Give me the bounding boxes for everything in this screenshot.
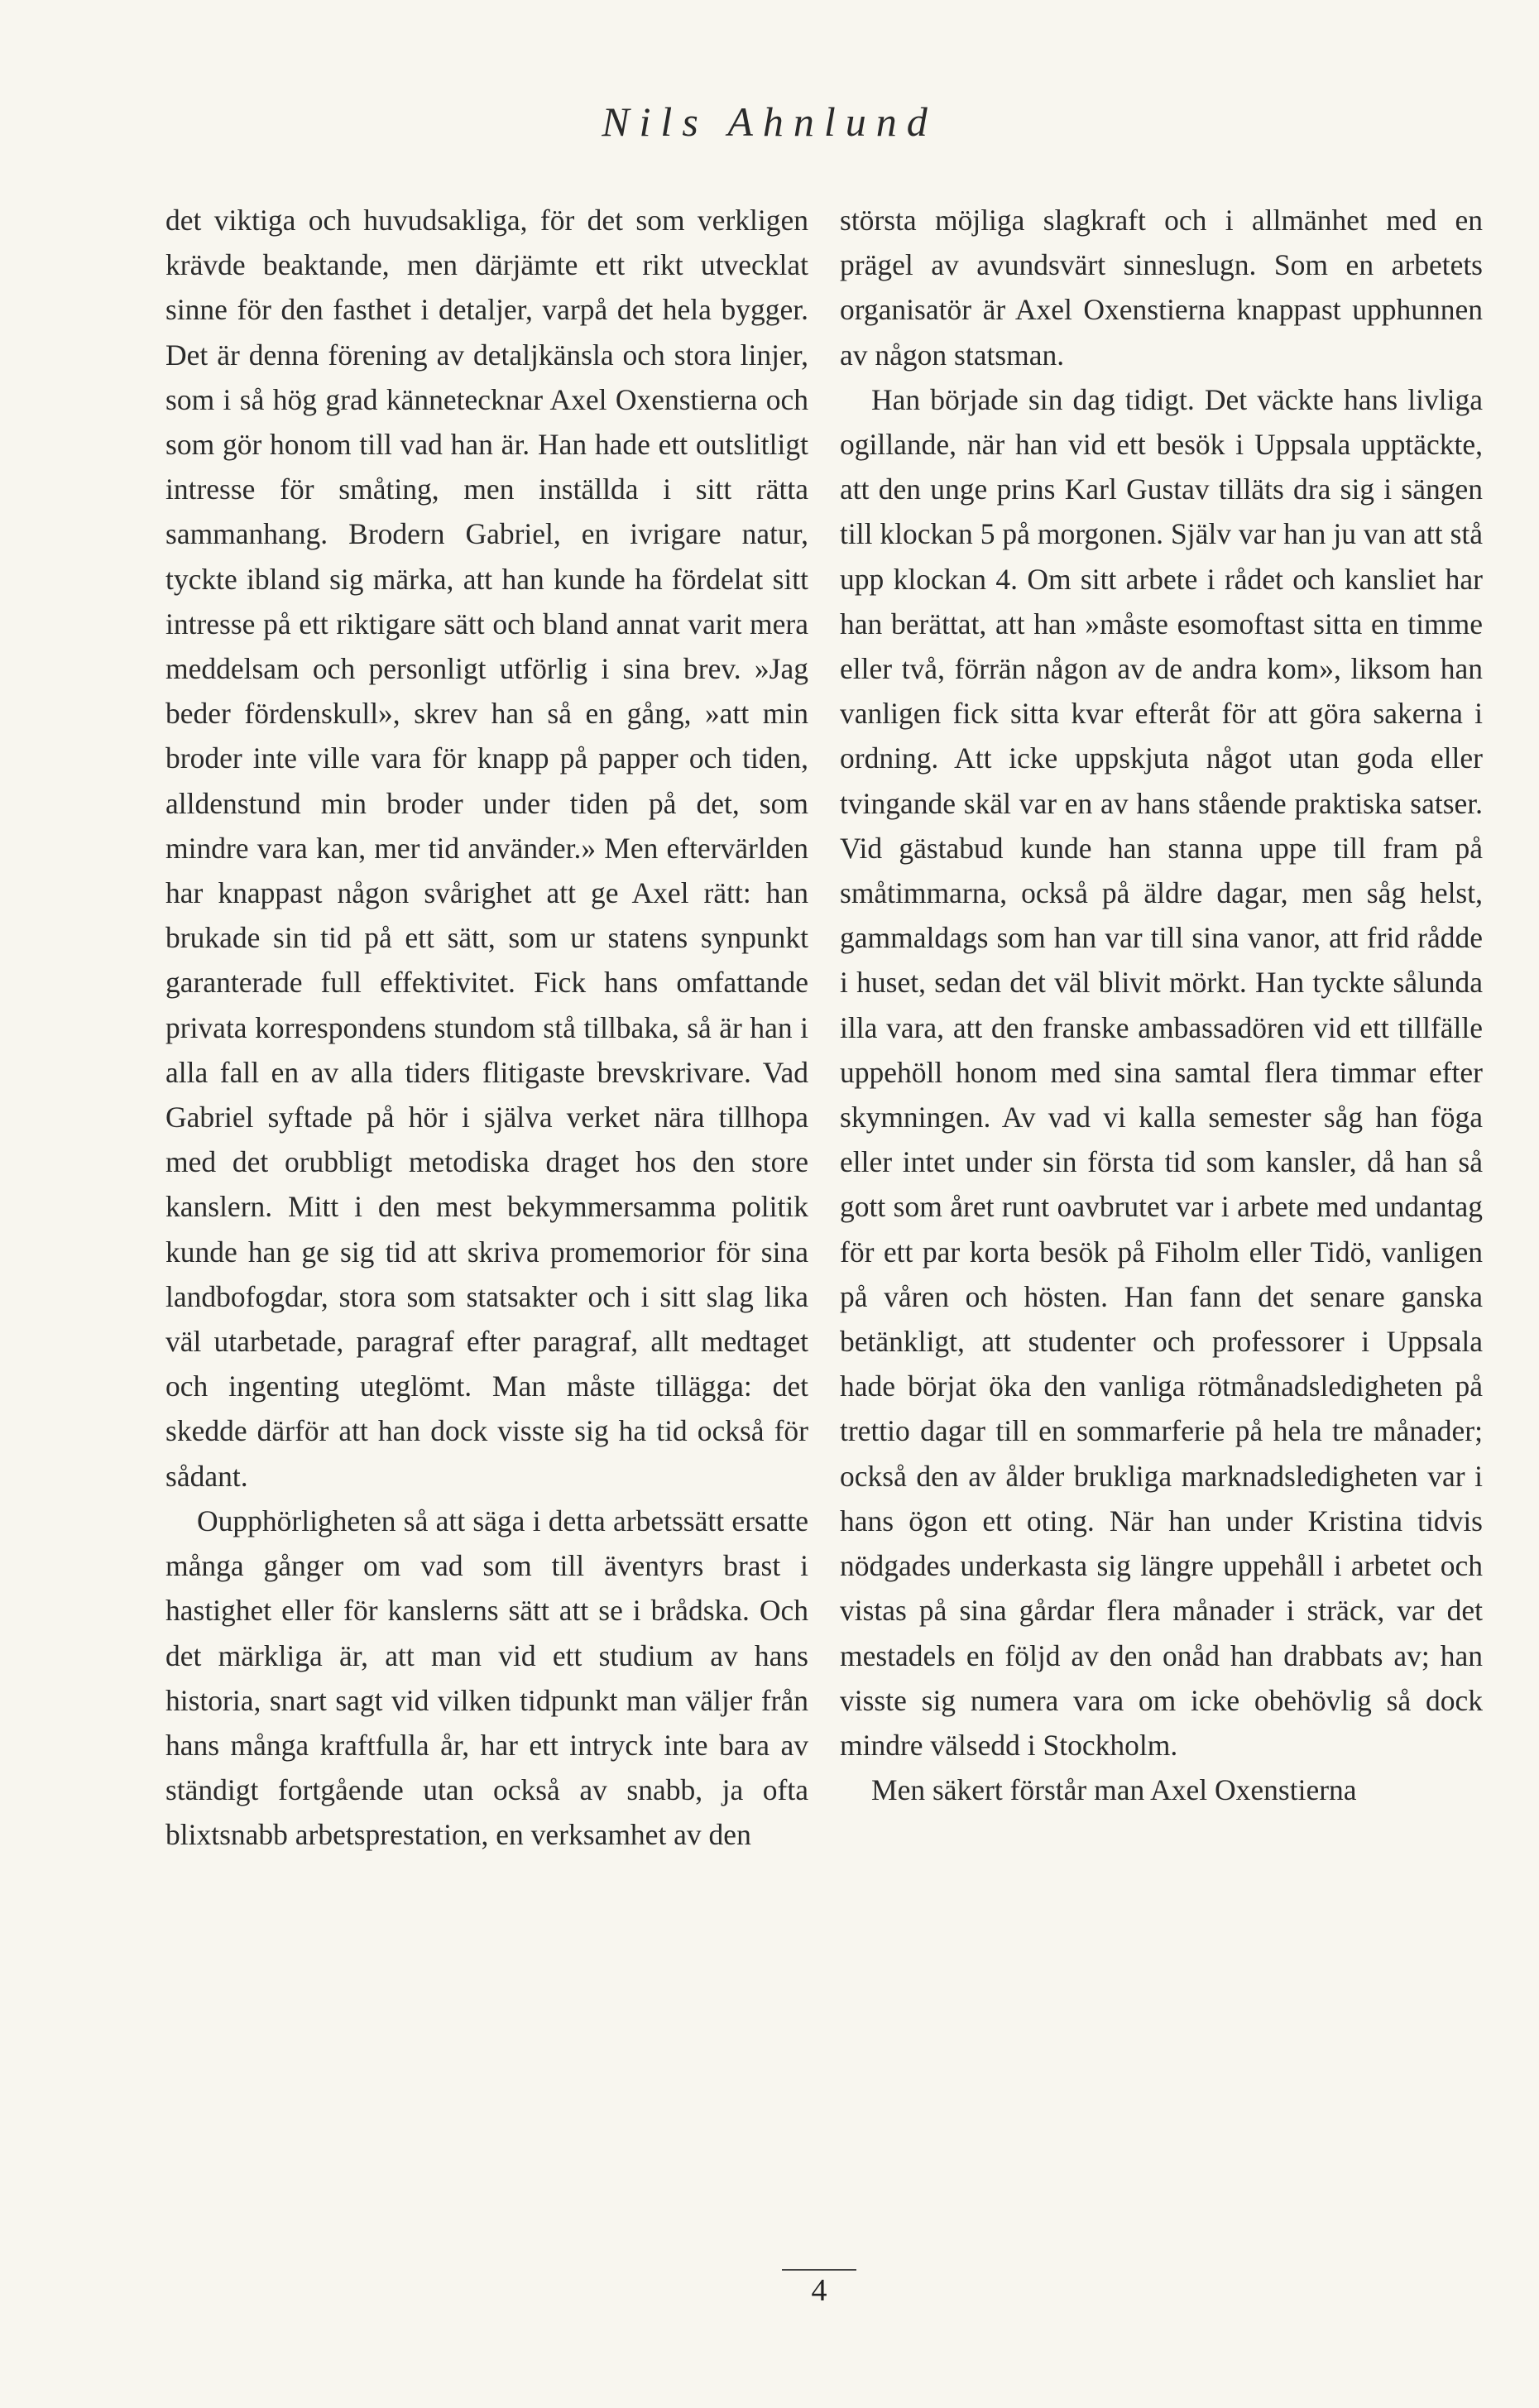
running-header: Nils Ahnlund [602,98,937,145]
page-number: 4 [811,2273,827,2308]
right-text-column [840,198,1483,1812]
paragraph: Han började sin dag tidigt. Det väckte hans livliga ogillande, när han vid ett besök i Uppsala upptäckte, att den unge prins Karl Gustav tilläts dra sig i sängen till klockan 5 på morgonen. Själv var han ju van att stå upp klockan 4. Om sitt arbete i rådet och kansliet har han berättat, att han »måste esomoftast sitta en timme eller två, förrän någon av de andra kom», liksom han vanligen fick sitta kvar efteråt för att göra sakerna i ordning. Att icke uppskjuta något utan goda eller tvingande skäl var en av hans stående praktiska satser. Vid gästabud kunde han stanna uppe till fram på småtimmarna, också på äldre dagar, men såg helst, gammaldags som han var till sina vanor, att frid rådde i huset, sedan det väl blivit mörkt. Han tyckte sålunda illa vara, att den franske ambassadören vid ett tillfälle uppehöll honom med sina samtal flera timmar efter skymningen. Av vad vi kalla semester såg han föga eller intet under sin första tid som kansler, då han så gott som året runt oavbrutet var i arbete med undantag för ett par korta besök på Fiholm eller Tidö, vanligen på våren och hösten. Han fann det senare ganska betänkligt, att studenter och professorer i Uppsala hade börjat öka den vanliga rötmånadsledigheten på trettio dagar till en sommarferie på hela tre månader; också den av ålder brukliga marknadsledigheten var i hans ögon ett oting. När han under Kristina tidvis nödgades underkasta sig längre uppehåll i arbetet och vistas på sina gårdar flera månader i sträck, var det mestadels en följd av den onåd han drabbats av; han visste sig numera vara om icke obehövlig så dock mindre välsedd i Stockholm. [840,382,1483,1762]
paragraph: Oupphörligheten så att säga i detta arbetssätt ersatte många gånger om vad som till äventyrs brast i hastighet eller för kanslerns sätt att se i brådska. Och det märkliga är, att man vid ett studium av hans historia, snart sagt vid vilken tidpunkt man väljer från hans många kraftfulla år, har ett intryck inte bara av ständigt fortgående utan också av snabb, ja ofta blixtsnabb arbetsprestation, en verksamhet av den [165,1504,808,1852]
left-text-column [165,198,808,1858]
paragraph: Men säkert förstår man Axel Oxenstierna [871,1773,1357,1807]
paragraph: det viktiga och huvudsakliga, för det som verkligen krävde beaktande, men därjämte ett rikt utvecklat sinne för den fasthet i detaljer, varpå det hela bygger. Det är denna förening av detaljkänsla och stora linjer, som i så hög grad kännetecknar Axel Oxenstierna och som gör honom till vad han är. Han hade ett outslitligt intresse för småting, men inställda i sitt rätta sammanhang. Brodern Gabriel, en ivrigare natur, tyckte ibland sig märka, att han kunde ha fördelat sitt intresse på ett riktigare sätt och bland annat varit mera meddelsam och personligt utförlig i sina brev. »Jag beder fördenskull», skrev han så en gång, »att min broder inte ville vara för knapp på papper och tiden, alldenstund min broder under tiden på det, som mindre vara kan, mer tid använder.» Men eftervärlden har knappast någon svårighet att ge Axel rätt: han brukade sin tid på ett sätt, som ur statens synpunkt garanterade full effektivitet. Fick hans omfattande privata korrespondens stundom stå tillbaka, så är han i alla fall en av alla tiders flitigaste brevskrivare. Vad Gabriel syftade på hör i själva verket nära tillhopa med det orubbligt metodiska draget hos den store kanslern. Mitt i den mest bekymmersamma politik kunde han ge sig tid att skriva promemorior för sina landbofogdar, stora som statsakter och i sitt slag lika väl utarbetade, paragraf efter paragraf, allt medtaget och ingenting uteglömt. Man måste tillägga: det skedde därför att han dock visste sig ha tid också för sådant. [165,204,808,1493]
paragraph: största möjliga slagkraft och i allmänhet med en prägel av avundsvärt sinneslugn. Som en arbetets organisatör är Axel Oxenstierna knappast upphunnen av någon statsman. [840,204,1483,372]
page-number-rule [782,2269,856,2271]
